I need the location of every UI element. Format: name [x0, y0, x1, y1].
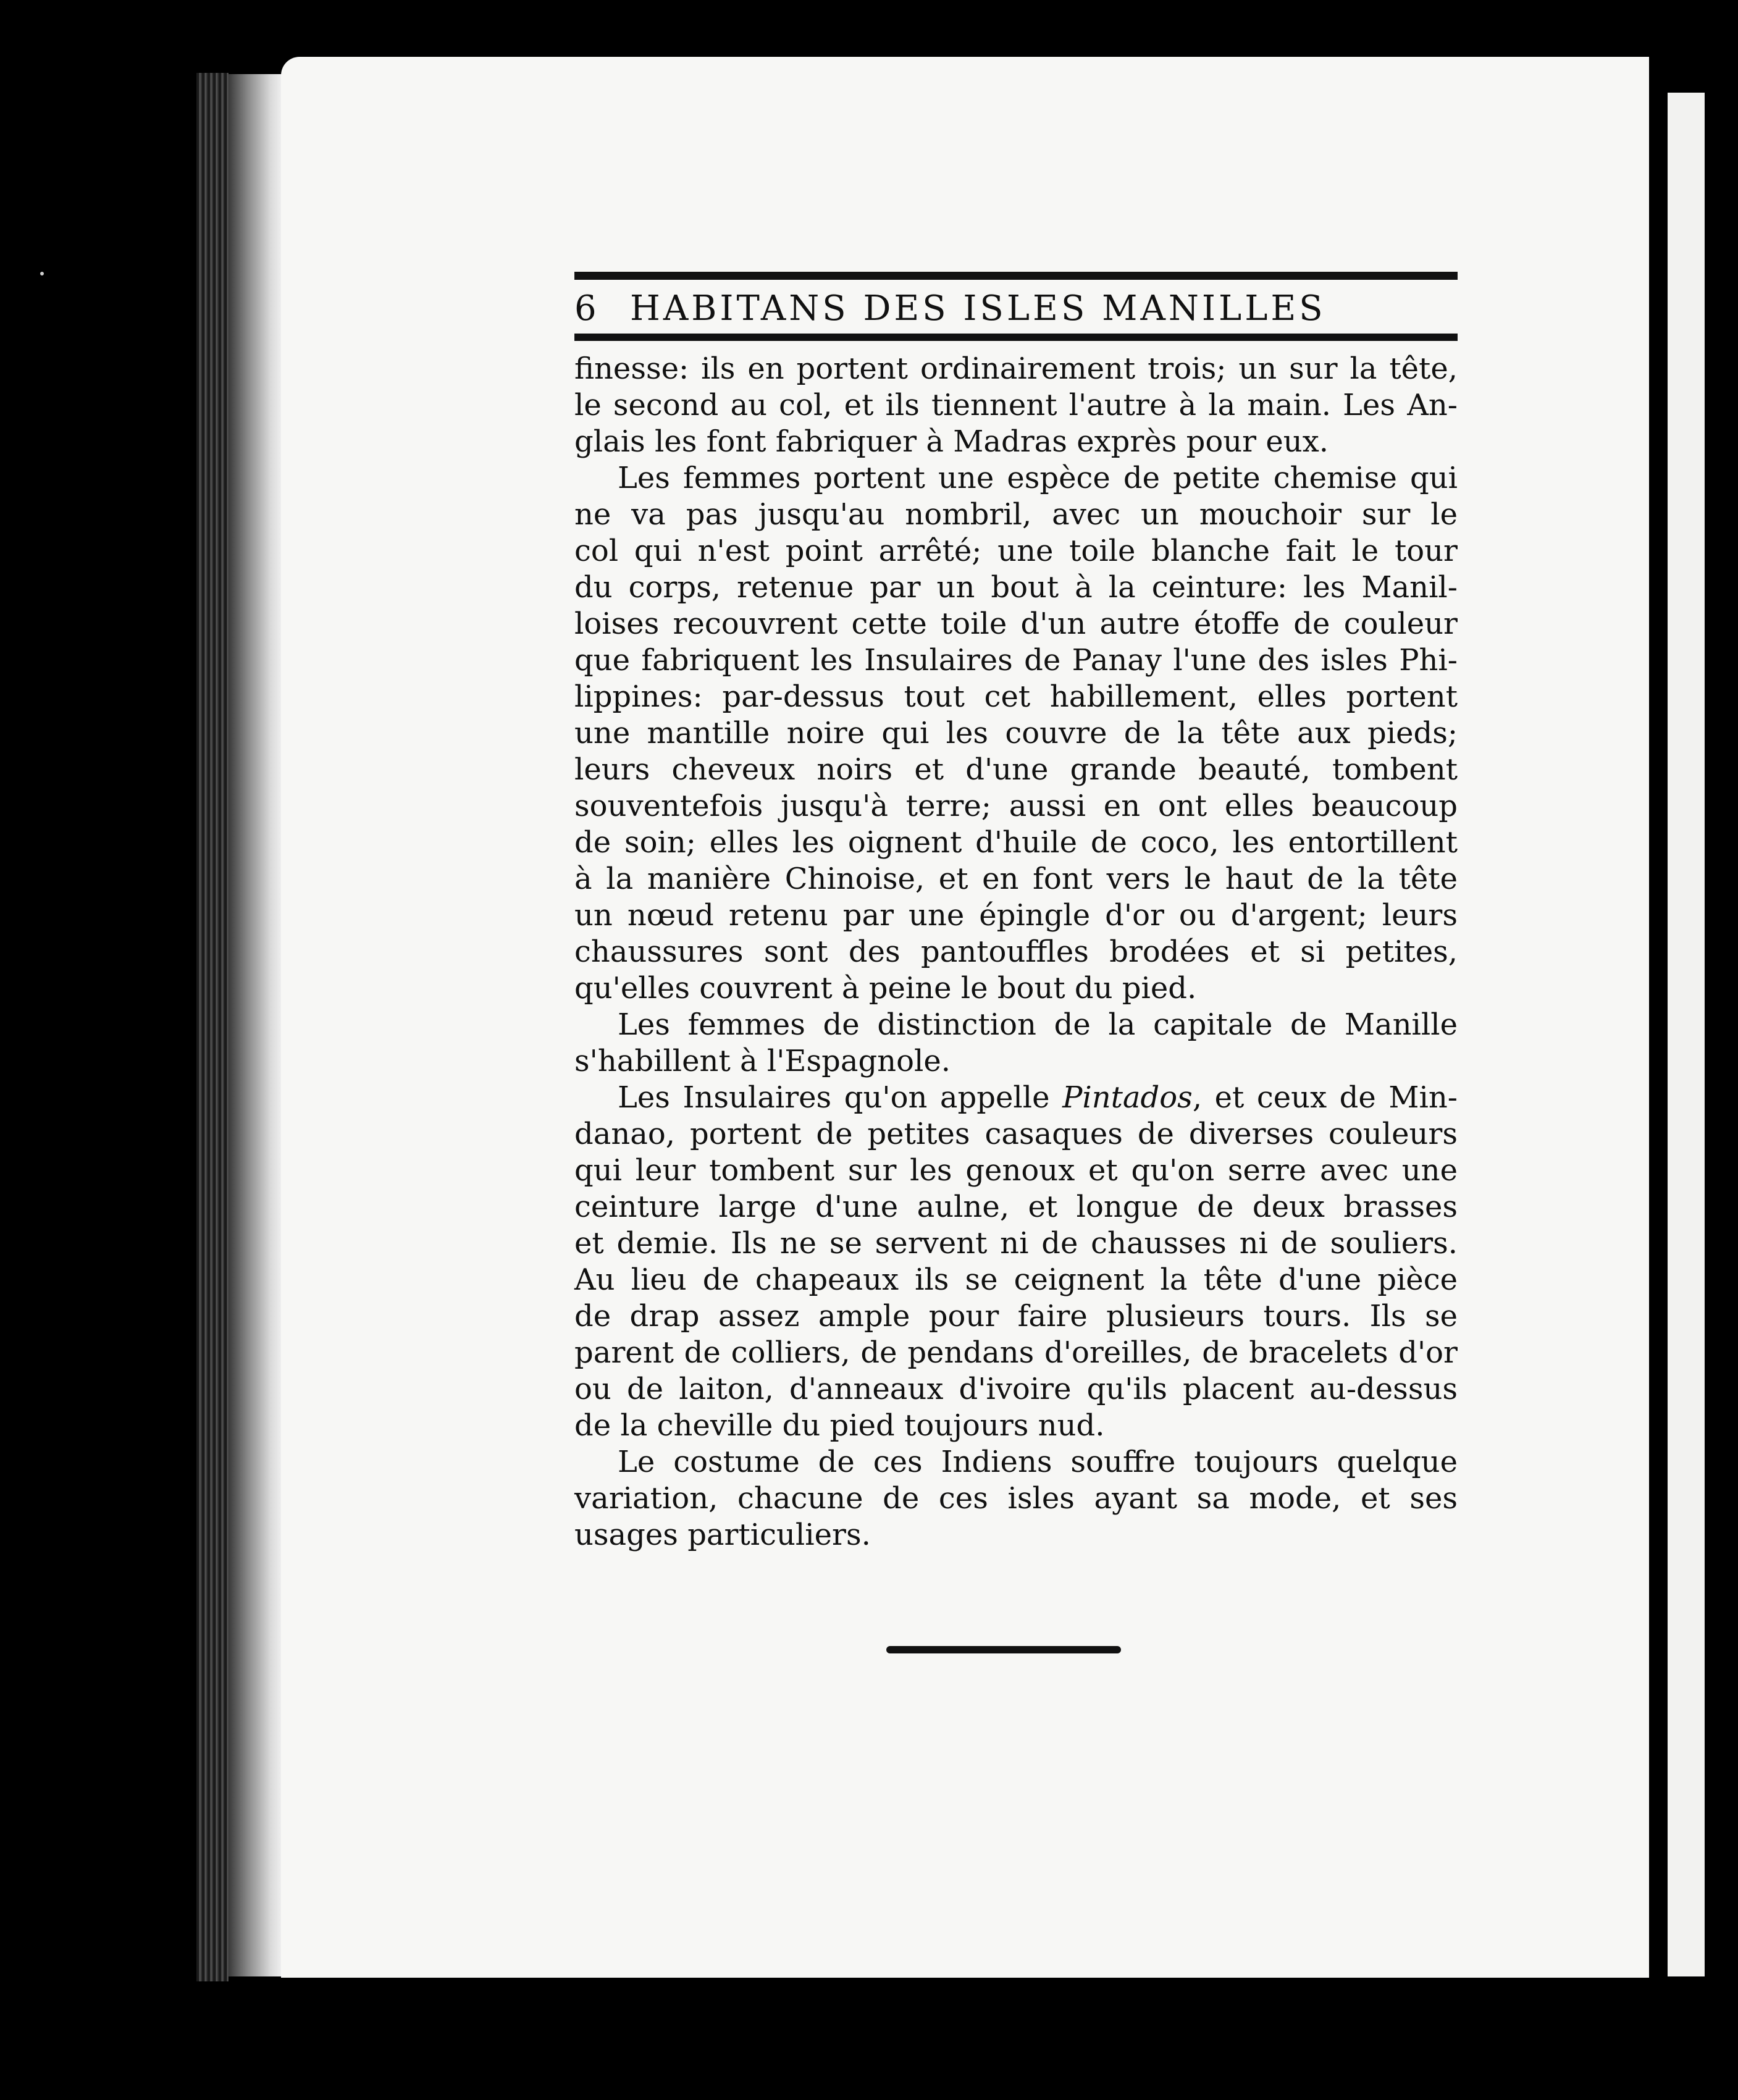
text-line: variation, chacune de ces isles ayant sa mode, et ses [574, 1481, 1458, 1516]
running-head: HABITANS DES ISLES MANILLES [630, 288, 1326, 329]
text-line: leurs cheveux noirs et d'une grande beauté, tombent [574, 752, 1458, 787]
text-line: à la manière Chinoise, et en font vers le haut de la tête [574, 862, 1458, 896]
text-segment: Les Insulaires qu'on appelle [618, 1080, 1063, 1115]
text-line: Au lieu de chapeaux ils se ceignent la tête d'une pièce [574, 1262, 1458, 1297]
text-line: que fabriquent les Insulaires de Panay l'une des isles Phi- [574, 643, 1458, 678]
text-line [574, 1080, 1458, 1116]
text-line: de drap assez ample pour faire plusieurs tours. Ils se [574, 1299, 1458, 1334]
gutter-shadow [229, 74, 284, 1976]
text-line: col qui n'est point arrêté; une toile blanche fait le tour [574, 534, 1458, 568]
text-line: un nœud retenu par une épingle d'or ou d'argent; leurs [574, 898, 1458, 933]
book-page-edges [196, 73, 229, 1981]
text-line: de la cheville du pied toujours nud. [574, 1408, 1105, 1443]
text-line: finesse: ils en portent ordinairement trois; un sur la tête, [574, 351, 1458, 386]
text-line: Les femmes portent une espèce de petite chemise qui [618, 461, 1458, 495]
text-line: s'habillent à l'Espagnole. [574, 1044, 951, 1078]
text-line: du corps, retenue par un bout à la ceinture: les Manil- [574, 570, 1458, 605]
text-line: Les femmes de distinction de la capitale de Manille [618, 1007, 1458, 1042]
body-text [574, 351, 1458, 1553]
text-line: parent de colliers, de pendans d'oreilles, de bracelets d'or [574, 1335, 1458, 1370]
text-line: qui leur tombent sur les genoux et qu'on serre avec une [574, 1153, 1458, 1188]
scan-speck [40, 272, 44, 275]
text-line: qu'elles couvrent à peine le bout du pied. [574, 971, 1197, 1006]
text-line: ou de laiton, d'anneaux d'ivoire qu'ils placent au-dessus [574, 1372, 1458, 1406]
text-line: usages particuliers. [574, 1518, 871, 1552]
italic-term: Pintados [1062, 1080, 1193, 1115]
facing-page-edge [1668, 93, 1705, 1976]
text-line: danao, portent de petites casaques de diverses couleurs [574, 1117, 1458, 1151]
text-line: Le costume de ces Indiens souffre toujours quelque [618, 1445, 1458, 1479]
text-line: chaussures sont des pantouffles brodées et si petites, [574, 934, 1458, 969]
header-rule-bottom [574, 334, 1458, 341]
header-rule-top [574, 272, 1458, 280]
text-line: et demie. Ils ne se servent ni de chausses ni de souliers. [574, 1226, 1458, 1261]
page-header [574, 283, 1458, 334]
text-line: souventefois jusqu'à terre; aussi en ont elles beaucoup [574, 789, 1458, 823]
page-number: 6 [574, 288, 597, 329]
text-line: ne va pas jusqu'au nombril, avec un mouchoir sur le [574, 497, 1458, 532]
text-line: de soin; elles les oignent d'huile de coco, les entortillent [574, 825, 1458, 860]
text-line: une mantille noire qui les couvre de la tête aux pieds; [574, 716, 1458, 750]
text-line: ceinture large d'une aulne, et longue de deux brasses [574, 1190, 1458, 1224]
text-line: glais les font fabriquer à Madras exprès pour eux. [574, 424, 1329, 459]
end-ornament-rule [886, 1646, 1121, 1653]
text-line: le second au col, et ils tiennent l'autre à la main. Les An- [574, 388, 1458, 422]
text-line: loises recouvrent cette toile d'un autre étoffe de couleur [574, 607, 1458, 641]
text-line: lippines: par-dessus tout cet habillement, elles portent [574, 679, 1458, 714]
text-segment: , et ceux de Min- [1192, 1080, 1458, 1115]
